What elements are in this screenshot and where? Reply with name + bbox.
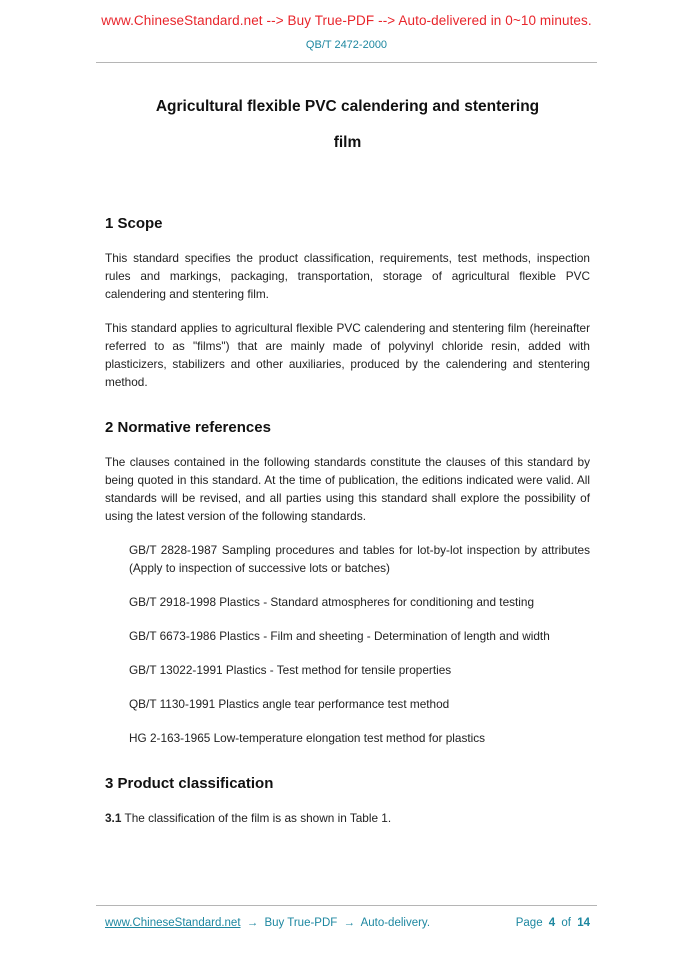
document-title [105, 89, 590, 161]
normative-intro-paragraph: The clauses contained in the following standards constitute the clauses of this standard by being quoted in this standard. At the time of publication, the editions indicated were valid. All standards will be revised, and all parties using this standard shall explore the possibility of using the latest version of the following standards. [105, 455, 590, 523]
title-line-2: film [333, 134, 362, 151]
reference-item-2: GB/T 2918-1998 Plastics - Standard atmospheres for conditioning and testing [129, 595, 535, 609]
arrow-right-icon: → [246, 917, 259, 929]
reference-list [105, 541, 590, 747]
of-label: of [561, 917, 571, 929]
title-line-1: Agricultural flexible PVC calendering and stentering [155, 98, 540, 115]
reference-item-1: GB/T 2828-1987 Sampling procedures and tables for lot-by-lot inspection by attributes (Apply to inspection of successive lots or batches) [129, 543, 590, 575]
footer-delivery-text: Auto-delivery. [360, 917, 431, 929]
reference-item-3: GB/T 6673-1986 Plastics - Film and sheeting - Determination of length and width [129, 629, 550, 643]
section-heading-normative-references: 2 Normative references [105, 419, 271, 436]
page-footer [0, 905, 693, 929]
reference-item-4: GB/T 13022-1991 Plastics - Test method for tensile properties [129, 663, 452, 677]
footer-website-link[interactable]: www.ChineseStandard.net [105, 917, 241, 929]
document-body [0, 89, 693, 827]
scope-paragraph-1: This standard specifies the product classification, requirements, test methods, inspection rules and markings, packaging, transportation, storage of agricultural flexible PVC calendering and stentering film. [105, 251, 590, 301]
page-indicator [513, 917, 590, 929]
clause-text: The classification of the film is as shown in Table 1. [124, 811, 392, 825]
reference-item-6: HG 2-163-1965 Low-temperature elongation test method for plastics [129, 731, 486, 745]
page-label: Page [515, 917, 543, 929]
clause-3-1 [105, 809, 590, 827]
header-divider [96, 62, 597, 63]
total-pages: 14 [577, 917, 590, 929]
arrow-right-icon: → [343, 917, 355, 929]
footer-promo [105, 917, 433, 929]
clause-number: 3.1 [105, 811, 122, 825]
top-promo-banner: www.ChineseStandard.net --> Buy True-PDF --> Auto-delivered in 0~10 minutes. [101, 13, 592, 28]
page-number: 4 [548, 917, 556, 929]
section-heading-product-classification: 3 Product classification [105, 775, 274, 792]
standard-code: QB/T 2472-2000 [305, 39, 388, 51]
section-heading-scope: 1 Scope [105, 215, 163, 232]
reference-item-5: QB/T 1130-1991 Plastics angle tear performance test method [129, 697, 450, 711]
scope-paragraph-2: This standard applies to agricultural flexible PVC calendering and stentering film (hereinafter referred to as "films") that are mainly made of polyvinyl chloride resin, added with plasticizers, stabilizers and other auxiliaries, produced by the calendering and stentering method. [105, 321, 590, 389]
footer-buy-text: Buy True-PDF [264, 917, 338, 929]
